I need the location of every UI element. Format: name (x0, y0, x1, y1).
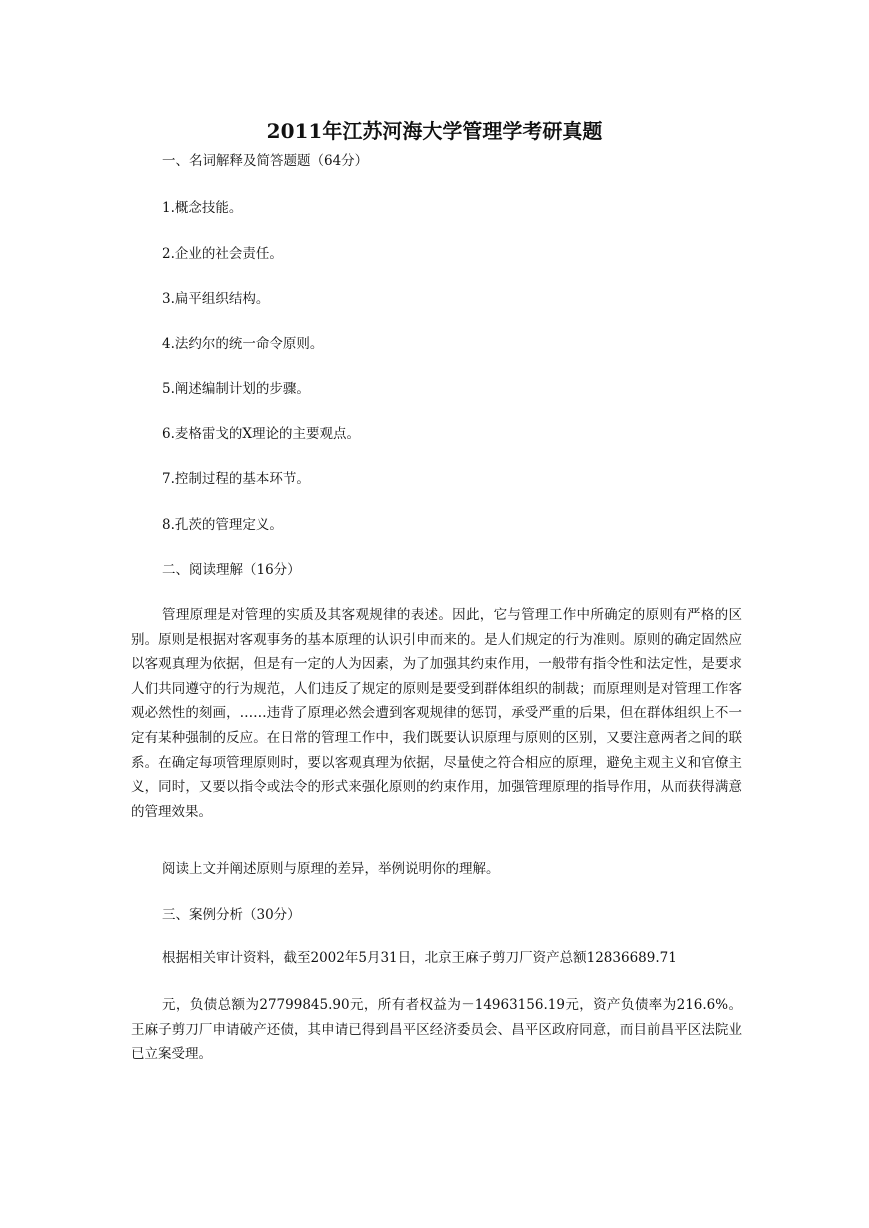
reading-question: 阅读上文并阐述原则与原理的差异，举例说明你的理解。 (162, 861, 500, 877)
section-heading-1: 一、名词解释及简答题题（64分） (162, 153, 369, 169)
case-passage: 元，负债总额为27799845.90元，所有者权益为－14963156.19元，资产负债率为216.6%。王麻子剪刀厂申请破产还债，其申请已得到昌平区经济委员会、昌平区政府同意，而目前昌平区法院业已立案受理。 (131, 997, 742, 1063)
list-item: 8.孔茨的管理定义。 (162, 517, 283, 533)
list-item: 5.阐述编制计划的步骤。 (162, 381, 310, 397)
case-intro-line: 根据相关审计资料，截至2002年5月31日，北京王麻子剪刀厂资产总额12836689.71 (162, 950, 677, 966)
list-item: 2.企业的社会责任。 (162, 246, 283, 262)
page-title: 2011年江苏河海大学管理学考研真题 (266, 119, 603, 143)
list-item: 1.概念技能。 (162, 200, 243, 216)
section-heading-3: 三、案例分析（30分） (162, 907, 301, 923)
section-heading-2: 二、阅读理解（16分） (162, 562, 301, 578)
list-item: 6.麦格雷戈的X理论的主要观点。 (162, 426, 360, 442)
reading-passage: 管理原理是对管理的实质及其客观规律的表述。因此，它与管理工作中所确定的原则有严格的区别。原则是根据对客观事务的基本原理的认识引申而来的。是人们规定的行为准则。原则的确定固然应以客观真理为依据，但是有一定的人为因素，为了加强其约束作用，一般带有指令性和法定性，是要求人们共同遵守的行为规范，人们违反了规定的原则是要受到群体组织的制裁；而原理则是对管理工作客观必然性的刻画，……违背了原理必然会遭到客观规律的惩罚，承受严重的后果，但在群体组织上不一定有某种强制的反应。在日常的管理工作中，我们既要认识原理与原则的区别，又要注意两者之间的联系。在确定每项管理原则时，要以客观真理为依据，尽量使之符合相应的原理，避免主观主义和官僚主义，同时，又要以指令或法令的形式来强化原则的约束作用，加强管理原理的指导作用，从而获得满意的管理效果。 (131, 607, 742, 820)
list-item: 7.控制过程的基本环节。 (162, 471, 310, 487)
list-item: 4.法约尔的统一命令原则。 (162, 336, 324, 352)
list-item: 3.扁平组织结构。 (162, 291, 270, 307)
